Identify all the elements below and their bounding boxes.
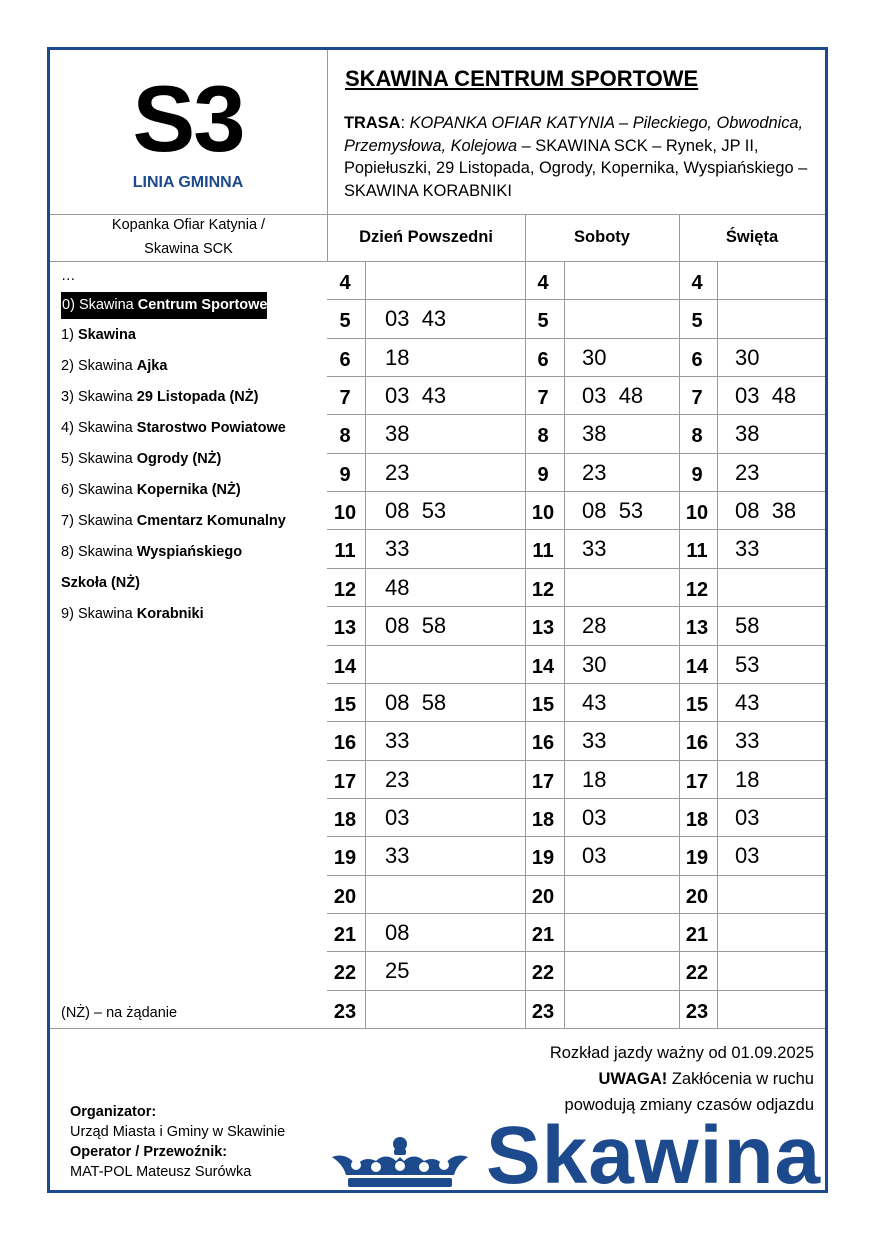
stop-item xyxy=(61,413,323,444)
minutes-cell: 08 58 xyxy=(385,690,447,715)
hour-cell: 7 xyxy=(691,387,703,409)
stop-item xyxy=(61,506,323,537)
current-stop xyxy=(61,292,267,319)
hour-cell: 15 xyxy=(685,694,709,716)
stop-item xyxy=(61,289,323,320)
hour-cell: 18 xyxy=(531,809,555,831)
hour-cell: 23 xyxy=(333,1001,357,1023)
minutes-cell: 03 xyxy=(735,805,760,830)
hour-cell: 11 xyxy=(334,540,356,562)
route-rest: – SKAWINA SCK – Rynek, JP II, Popiełuszki, 29 Listopada, Ogrody, Kopernika, Wyspiańskiego – SKAWINA KORABNIKI xyxy=(344,136,808,200)
minutes-cell: 23 xyxy=(385,767,410,792)
minutes-cell: 33 xyxy=(385,536,410,561)
route-italic-part: KOPANKA OFIAR KATYNIA – Pileckiego, Obwodnica, Przemysłowa, Kolejowa xyxy=(344,114,804,155)
minutes-cell: 33 xyxy=(735,536,760,561)
stop-item xyxy=(61,475,323,506)
stop-text xyxy=(61,544,242,560)
stop-text xyxy=(61,420,286,436)
hour-cell: 22 xyxy=(333,962,357,984)
route-label: TRASA xyxy=(344,114,401,132)
grid-line xyxy=(327,990,825,991)
hour-cell: 16 xyxy=(685,732,709,754)
hour-cell: 7 xyxy=(339,387,351,409)
hour-cell: 23 xyxy=(685,1001,709,1023)
stop-index: 0) xyxy=(62,297,75,313)
stop-name-bold: Korabniki xyxy=(136,606,204,622)
stop-text xyxy=(61,513,286,529)
header-weekday: Dzień Powszedni xyxy=(359,228,493,246)
minutes-cell: 03 xyxy=(735,843,760,868)
stop-text xyxy=(61,482,241,498)
minutes-cell: 03 43 xyxy=(385,383,447,408)
hour-cell: 16 xyxy=(531,732,555,754)
hour-cell: 5 xyxy=(691,310,703,332)
minutes-cell: 30 xyxy=(735,345,760,370)
hour-cell: 14 xyxy=(685,656,709,678)
stop-town: Skawina xyxy=(77,482,133,498)
organizer-info xyxy=(70,1102,285,1182)
warning-text: Zakłócenia w ruchu xyxy=(667,1070,814,1088)
hour-cell: 18 xyxy=(333,809,357,831)
hour-cell: 5 xyxy=(537,310,549,332)
minutes-cell: 43 xyxy=(735,690,760,715)
hour-cell: 14 xyxy=(333,656,357,678)
logo-wordmark: Skawina xyxy=(486,1110,822,1201)
minutes-cell: 08 38 xyxy=(735,498,797,523)
warning-line xyxy=(550,1066,814,1092)
minutes-cell: 38 xyxy=(735,421,760,446)
hour-cell: 4 xyxy=(691,272,703,294)
hour-cell: 17 xyxy=(333,771,357,793)
hour-cell: 10 xyxy=(333,502,357,524)
stop-name-bold: Kopernika (NŻ) xyxy=(136,482,241,498)
hour-cell: 21 xyxy=(685,924,709,946)
header-saturday: Soboty xyxy=(574,228,630,246)
stop-text xyxy=(61,389,258,405)
minutes-cell: 33 xyxy=(385,843,410,868)
hour-cell: 16 xyxy=(333,732,357,754)
minutes-cell: 48 xyxy=(385,575,410,600)
stop-town: Skawina xyxy=(77,389,133,405)
minutes-cell: 08 53 xyxy=(582,498,644,523)
stop-name-bold: Centrum Sportowe xyxy=(137,297,268,313)
hour-cell: 13 xyxy=(333,617,357,639)
stop-index: 5) xyxy=(61,451,74,467)
stop-name-bold: Skawina xyxy=(77,327,136,343)
minutes-cell: 38 xyxy=(582,421,607,446)
minutes-cell: 33 xyxy=(735,728,760,753)
minutes-cell: 03 48 xyxy=(735,383,797,408)
timetable-sheet xyxy=(47,47,828,1201)
hour-cell: 20 xyxy=(333,886,357,908)
hour-cell: 12 xyxy=(531,579,555,601)
stop-town: Skawina xyxy=(77,451,133,467)
minutes-cell: 03 43 xyxy=(385,306,447,331)
stop-index: 8) xyxy=(61,544,74,560)
minutes-cell: 30 xyxy=(582,345,607,370)
hour-cell: 20 xyxy=(531,886,555,908)
hour-cell: 18 xyxy=(685,809,709,831)
stop-item xyxy=(61,444,323,475)
hour-cell: 19 xyxy=(685,847,709,869)
stop-index: 6) xyxy=(61,482,74,498)
grid-line xyxy=(327,875,825,876)
organizer-name: Urząd Miasta i Gminy w Skawinie xyxy=(70,1124,286,1140)
minutes-cell: 08 58 xyxy=(385,613,447,638)
hour-cell: 6 xyxy=(691,349,703,371)
stop-town: Skawina xyxy=(77,513,133,529)
hour-cell: 7 xyxy=(537,387,549,409)
hour-cell: 17 xyxy=(531,771,555,793)
minutes-cell: 28 xyxy=(582,613,607,638)
hour-cell: 9 xyxy=(691,464,703,486)
hour-cell: 12 xyxy=(685,579,709,601)
stop-index: 2) xyxy=(61,358,74,374)
divider xyxy=(50,1028,825,1029)
minutes-cell: 03 48 xyxy=(582,383,644,408)
hour-cell: 4 xyxy=(537,272,549,294)
hour-cell: 11 xyxy=(686,540,708,562)
stop-item xyxy=(61,382,323,413)
hour-cell: 8 xyxy=(339,425,351,447)
hour-cell: 9 xyxy=(537,464,549,486)
crown-icon xyxy=(330,1135,470,1191)
validity-line: Rozkład jazdy ważny od 01.09.2025 xyxy=(549,1044,814,1062)
stop-text xyxy=(61,327,136,343)
stop-text xyxy=(61,575,140,591)
stop-town: Skawina xyxy=(77,358,133,374)
minutes-cell: 33 xyxy=(582,536,607,561)
hour-cell: 5 xyxy=(339,310,351,332)
stop-index: 3) xyxy=(61,389,74,405)
direction-line: Skawina SCK xyxy=(144,241,233,257)
minutes-cell: 03 xyxy=(582,805,607,830)
stop-item xyxy=(61,599,323,630)
minutes-cell: 43 xyxy=(582,690,607,715)
validity-note xyxy=(550,1040,814,1118)
stop-item xyxy=(61,265,323,289)
stop-name-bold: Szkoła (NŻ) xyxy=(61,575,140,591)
line-number: S3 xyxy=(132,66,244,171)
minutes-cell: 18 xyxy=(385,345,410,370)
stop-text xyxy=(61,451,221,467)
hour-cell: 15 xyxy=(333,694,357,716)
hour-cell: 8 xyxy=(537,425,549,447)
minutes-cell: 33 xyxy=(385,728,410,753)
stop-town: Skawina xyxy=(77,420,133,436)
timetable-grid xyxy=(327,261,825,1028)
minutes-cell: 23 xyxy=(582,460,607,485)
hour-cell: 23 xyxy=(531,1001,555,1023)
minutes-cell: 18 xyxy=(582,767,607,792)
hour-cell: 22 xyxy=(531,962,555,984)
hour-cell: 17 xyxy=(685,771,709,793)
operator-name: MAT-POL Mateusz Surówka xyxy=(70,1164,252,1180)
direction-line: Kopanka Ofiar Katynia / xyxy=(111,217,266,233)
hour-cell: 21 xyxy=(531,924,555,946)
stop-index: … xyxy=(61,268,76,284)
stop-item xyxy=(61,537,323,568)
hour-cell: 6 xyxy=(537,349,549,371)
stop-town: Skawina xyxy=(77,606,133,622)
hour-cell: 14 xyxy=(531,656,555,678)
hour-cell: 4 xyxy=(339,272,351,294)
operator-label: Operator / Przewoźnik: xyxy=(70,1144,228,1160)
stop-town: Skawina xyxy=(77,544,133,560)
minutes-cell: 58 xyxy=(735,613,760,638)
hour-cell: 6 xyxy=(339,349,351,371)
hour-cell: 20 xyxy=(685,886,709,908)
minutes-cell: 30 xyxy=(582,652,607,677)
minutes-cell: 08 53 xyxy=(385,498,447,523)
stop-index: 7) xyxy=(61,513,74,529)
stop-text xyxy=(61,268,76,284)
hour-cell: 15 xyxy=(531,694,555,716)
divider xyxy=(525,214,526,262)
divider xyxy=(679,214,680,262)
legend: (NŻ) – na żądanie xyxy=(61,1005,178,1021)
warning-label: UWAGA! xyxy=(598,1070,668,1088)
minutes-cell: 03 xyxy=(582,843,607,868)
minutes-cell: 38 xyxy=(385,421,410,446)
hour-cell: 19 xyxy=(531,847,555,869)
hour-cell: 19 xyxy=(333,847,357,869)
hour-cell: 10 xyxy=(685,502,709,524)
minutes-cell: 08 xyxy=(385,920,410,945)
stops-list xyxy=(61,265,323,630)
hour-cell: 10 xyxy=(531,502,555,524)
hour-cell: 22 xyxy=(685,962,709,984)
direction-header xyxy=(50,213,327,261)
stop-name: SKAWINA CENTRUM SPORTOWE xyxy=(345,66,699,91)
minutes-cell: 33 xyxy=(582,728,607,753)
stop-index: 4) xyxy=(61,420,74,436)
minutes-cell: 18 xyxy=(735,767,760,792)
warning-line-2: powodują zmiany czasów odjazdu xyxy=(564,1096,814,1114)
minutes-cell: 53 xyxy=(735,652,760,677)
stop-name-bold: Ajka xyxy=(136,358,168,374)
stop-item xyxy=(61,351,323,382)
hour-cell: 9 xyxy=(339,464,351,486)
header-holiday: Święta xyxy=(725,228,779,246)
minutes-cell: 23 xyxy=(385,460,410,485)
minutes-cell: 03 xyxy=(385,805,410,830)
stop-name-bold: Starostwo Powiatowe xyxy=(136,420,286,436)
hour-cell: 13 xyxy=(531,617,555,639)
stop-text xyxy=(61,358,167,374)
stop-town: Skawina xyxy=(78,297,134,313)
line-type: LINIA GMINNA xyxy=(132,174,244,191)
stop-name-bold: Wyspiańskiego xyxy=(136,544,243,560)
hour-cell: 21 xyxy=(333,924,357,946)
hour-cell: 13 xyxy=(685,617,709,639)
stop-index: 1) xyxy=(61,327,74,343)
stop-name-bold: Ogrody (NŻ) xyxy=(136,451,222,467)
stop-item xyxy=(61,568,323,599)
route-description: TRASA: KOPANKA OFIAR KATYNIA – Pileckiego, Obwodnica, Przemysłowa, Kolejowa – SKAWINA SCK – Rynek, JP II, Popiełuszki, 29 Listopada, Ogrody, Kopernika, Wyspiańskiego – SKAWINA KORABNIKI xyxy=(344,114,808,200)
organizer-label: Organizator: xyxy=(70,1104,157,1120)
minutes-cell: 23 xyxy=(735,460,760,485)
stop-name-bold: 29 Listopada (NŻ) xyxy=(136,389,259,405)
stop-text xyxy=(61,606,204,622)
minutes-cell: 25 xyxy=(385,958,410,983)
stop-name-bold: Cmentarz Komunalny xyxy=(136,513,286,529)
hour-cell: 12 xyxy=(333,579,357,601)
hour-cell: 8 xyxy=(691,425,703,447)
hour-cell: 11 xyxy=(532,540,554,562)
stop-index: 9) xyxy=(61,606,74,622)
stop-item xyxy=(61,320,323,351)
